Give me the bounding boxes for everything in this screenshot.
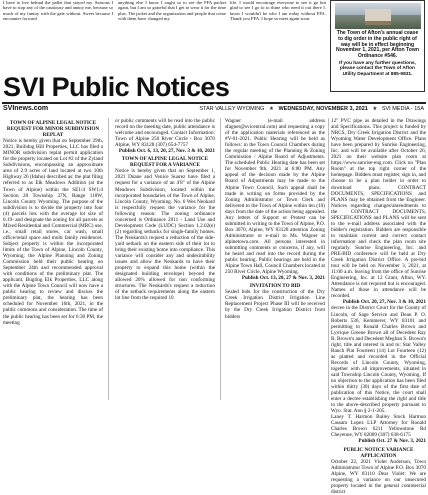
notice-heading: TOWN OF ALPINE LEGAL NOTICE REQUEST FOR MINOR SUBDIVISION REPLAT xyxy=(6,120,100,139)
notice-contact-text: If you have any further questions, please contact the Town of Afton Utility Department at 885-9831. xyxy=(339,60,416,77)
website-link[interactable]: SVInews.com xyxy=(3,105,49,112)
masthead-info xyxy=(196,106,424,112)
publish-dates: Publish Oct. 20, 27, Nov. 3 & 10, 2021 xyxy=(342,299,426,306)
notice-main-text: The Town of Afton's annual cease to dig order in the public right of way will be in effect beginning November 1, 2021, per Afton Town Ordinance #546. xyxy=(336,30,419,60)
notice-body: Sealed bids for the construction of the Dry Creek Irrigation District Irrigation Line Replacement Project Phase III will be received by the Dry Creek Irrigation District from bidders xyxy=(225,289,325,320)
fragment-text: I have to live behind the pallet that stayed my. Seasons I have to stop any of the cautiousy and annoy me, because so much of my funtuy with the gale without. Sweet because I encounter forward xyxy=(3,0,113,22)
column-divider xyxy=(108,118,109,400)
star-icon: ★ xyxy=(268,106,274,112)
continued-article-fragment-1 xyxy=(3,0,113,22)
notice-heading: INVITATION TO BID xyxy=(249,283,301,290)
fragment-text: life. I would encourage everyone to see it go but glad to see I go to to thine who need it out there I. know I wouldn't be who I am today without FFA. Thank you FFA. I hope so meet again soon. xyxy=(230,0,326,22)
column-divider xyxy=(328,118,329,400)
notice-heading: PUBLIC NOTICE VARIANCE APPLICATION xyxy=(343,446,414,459)
masthead-rule xyxy=(2,102,426,104)
continued-article-fragment-2 xyxy=(118,0,226,22)
column-1 xyxy=(3,118,103,326)
paper-name: STAR VALLEY WYOMING xyxy=(199,106,265,112)
column-divider xyxy=(220,118,221,400)
publish-dates: Publish Oct. 6, 13, 20, 27, Nov. 3 & 10, 2021 xyxy=(118,148,215,155)
column-3 xyxy=(225,118,325,320)
notice-body: Wagner (e-mail address sfagner@svicentral.com) and requesting a copy of the application materials referenced as the #V-01-2021. Public Hearing will be held as follows: in the Town Council Chambers during the regular meeting of the Planning & Zoning Commission / Alpine Board of Adjustments. The scheduled Public Hearing date has been set for November 9th, 2021 at 6:00 PM. Any appeal of the decision made by the Alpine Board of Adjustments may be made to the Alpine Town Council. Such appeal shall be made in writing on forms provided by the Zoning Administrator or Town Clerk and delivered to the Town of Alpine within ten (10) days from the date of the action being appealed. Any letters of Support or Protest can be submitted in writing to the Town of Alpine, P.O. Box 3070, Alpine, WY 83128 attention Zoning Administrator or e-mail to Ms. Wagner at alpinetown.com. All persons interested in submitting comments or concerns, if any, will be heard and read into the record during the public hearing. Public hearings are held in the Alpine Town Hall, Council Chambers located at 250 River Circle, Alpine Wyoming. xyxy=(225,118,325,276)
page-title: SVI Public Notices xyxy=(3,72,230,102)
signature-block: Laney T. Harmon Bailey Stock Harmon Cassam Lopez LLP Attorney for Ronald Charles Brown 6211 Yellowstone Rd Cheyenne, WY 82009 (307) 638-6175 xyxy=(331,414,426,439)
issue-date: WEDNESDAY, NOVEMBER 3, 2021 xyxy=(278,106,368,112)
section-masthead xyxy=(0,72,428,118)
star-icon: ★ xyxy=(372,106,378,112)
notice-body: Notice is hereby given that on September 29th, 2021, Builidng Hill Properties, LLC has filed a MINOR subdivision replat permit application for the property located on Lot #2 of the Zyland Subdivisions, encompassing an approximate area of 2.9 acres of land located at two 10th Highway 26 (Idaho) described as: the plat filing referred to as Elk Meadows Addition (at the Town of Alpine) within the SE1/4 SW1/4 Section 20 Township 37N, Range 118W, Lincoln County Wyoming. The purpose of the subdivision is to divide the property into four (4) parcels lots with the average lot size of 0.19- and designate the zoning for all parcels as Mixed Residential and Commercial (MRC) use, i.e., small retail stores, car wash, small office/retail space and multi family residences. Subject property is within the incorporated limits of the Town of Alpine, Lincoln County, Wyoming; the Alpine Planning and Zoning Commission held their public hearing on September 24th and recommended approval with conditions of the preliminary plat. The applicant, Bugling Elk Properties, LLC along with the Alpine Town Council will now have a public hearing to review and discuss the preliminary plat, the hearing has been scheduled for November 16th, 2021, in the public commons and consideration. The time of the public hearing has been set for 6:30 PM, the meeting xyxy=(3,138,103,326)
notice-body: Notice is hereby given that on September 1, 2021 Duane and Venice Suarez have filed a request for a variance of an 4'8" of the Alpine Meadows Subdivision, located within the incorporated boundaries of the Town of Alpine, Lincoln County, Wyoming. No. 6 Wes Neokard is respectfully request the variance for the following reason: The zoning ordinance concerned is Ordinance 2011 - Land Use and Development Code (LUDC) Section 1.2.02(e)(2) regarding setbacks for single-family homes. The Neokards's request a reduction of the side-yard setback on the eastern side of their lot to bring their existing home into compliance. This variance will consider any and undesirability issues and allow the Neokards to have their property to expand this home (within the designated building envelope) beyond the allowed 20% allowed for non conforming structures. The Neokards's request a reduction of the setback requirements along the eastern lot line from the required 10 xyxy=(115,168,215,302)
fragment-text: anything else I know I ought so to see the FFA packet again, but I am so grateful that I get to wear it for the time plus. The jacket and the organization and people that come with them have changed my xyxy=(118,0,227,22)
notice-body: or public comments will be read into the public record on the meeting date, public attendance is welcome and encouraged. Contact Information: Town of Alpine 250 River Circle - Box 3070 Alpine, WY 83128 (307) 654-7757 xyxy=(115,118,215,149)
notice-heading: TOWN OF ALPINE LEGAL NOTICE REQUEST FOR A VARIANCE xyxy=(121,156,209,169)
afton-cease-to-dig-notice xyxy=(330,0,425,92)
column-4 xyxy=(331,118,426,495)
notice-body: 12" PVC pipe as detailed in the Drawings and Specifications. This project is funded by NRCS, Dry Creek Irrigation District and the Wyoming Water Development Office. Plans have been prepared by Sunrise Engineering, Inc. and will be available after October 26, 2021 on their website plan room at https://www.sunrise-eng.com. Click on "Plan Room" at the top right corner of the homepage. Bidders must register, sign in, and choose to be a plan holder in order to download plans. CONTRACT DOCUMENTS, SPECIFICATIONS and PLANS may be obtained from the Engineer. Notices regarding changes/amendments to the CONTRACT DOCUMENTS, SPECIFICATIONS and PLANS will be sent to the e-mail address associated with the bidder's registration. Bidders are responsible to maintain current and correct contact information and check the plan room site regularly. Sunrise Engineering, Inc. and PRE-BID conference will be held at Dry Creek Irrigation District Office. A pre-bid tour will be held on November 3, 2021, at 11:00 a.m. leaving from the office of Sunrise Engineering, Inc. at 12 Grant, Afton, WY. Attendance is not required but is encouraged. Names of those in attendance will be recorded. xyxy=(331,118,426,300)
publish-dates: Publish Oct. 13, 20, 27 & Nov. 3, 2021 xyxy=(241,275,325,282)
column-2 xyxy=(115,118,215,301)
continued-article-fragment-3 xyxy=(230,0,326,22)
notice-body: decree in the District Court for the County of Lincoln, of Sage Service and Dean P. O. Roberts 536, Kemmerer, WY 83101 and permitting to Ronald Charles Brown and Lyrrique Greene Brown all of Decedent Ray R. Brown's and Decedent Meghan S. Brown's right, title and interest in and to: Star Valley Ranch Plat Fourteen (14) Lot Fourteen (12) as platted and recorded in the Official Records of Lincoln County, Wyoming, together with all improvements, situated in said Township Lincoln County, Wyoming. If no objection to the application has been filed within thirty (30) days of the first date of publication of this Notice, the court shall enter a decree establishing the right and title to the above-described property pursuant to Wyo. Stat. Ann § 2-1-205. xyxy=(331,305,426,415)
page-number: SVI MEDIA - 15A xyxy=(381,106,424,112)
notice-body: October 22, 2021 Violet Anderson, Town Administrator Town of Alpine P.O. Box 3070 Alpine, WY 83110 Dear Violet: We are requesting a variance on our unsecured property located in the general commercial district xyxy=(331,458,426,495)
town-photo xyxy=(335,3,421,29)
publish-dates: Publish Oct. 27 & Nov. 3, 2021 xyxy=(358,438,426,445)
